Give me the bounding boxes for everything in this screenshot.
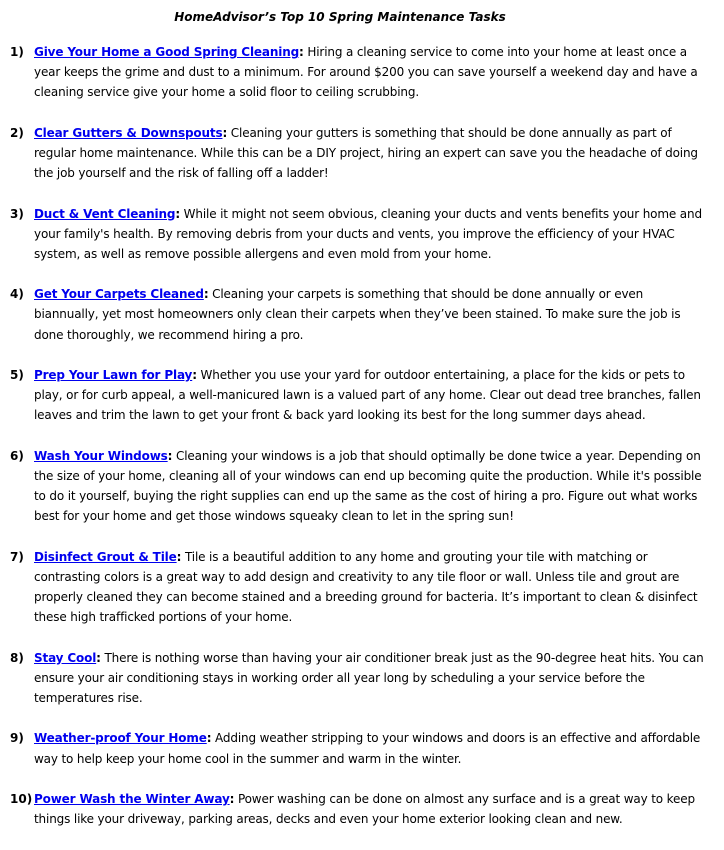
document-title: HomeAdvisor’s Top 10 Spring Maintenance Tasks [174,10,506,24]
item-description: Adding weather stripping to your windows and doors is an effective and affordable way to help keep your home cool in the summer and warm in the winter. [34,731,701,766]
list-item [0,446,724,526]
task-list [0,42,724,850]
item-number: 2) [10,125,24,140]
item-text: Wash Your Windows: Cleaning your windows is a job that should optimally be done twice a year. Depending on the size of your home, cleaning all of your windows can end up becoming quite the production. While it's possible to do it yourself, buying the right supplies can end up the same as the cost of hiring a pro. Figure out what works best for your home and get those windows squeaky clean to let in the spring sun! [34,448,702,524]
task-link[interactable]: Give Your Home a Good Spring Cleaning [34,45,300,59]
item-text: Stay Cool: There is nothing worse than having your air conditioner break just as the 90-degree heat hits. You can ensure your air conditioning stays in working order all year long by scheduling a your service before the temperatures rise. [34,650,704,705]
item-number: 9) [10,731,24,746]
item-text: Prep Your Lawn for Play: Whether you use your yard for outdoor entertaining, a place for the kids or pets to play, or for curb appeal, a well-manicured lawn is a valued part of any home. Clear out dead tree branches, fallen leaves and trim the lawn to get your front & back yard looking its best for the long summer days ahead. [34,368,701,423]
task-link[interactable]: Power Wash the Winter Away [34,792,230,807]
item-text: Get Your Carpets Cleaned: Cleaning your carpets is something that should be done annually or even biannually, yet most homeowners only clean their carpets when they’ve been stained. To make sure the job is done thoroughly, we recommend hiring a pro. [34,287,681,342]
item-text: Power Wash the Winter Away: Power washing can be done on almost any surface and is a great way to keep things like your driveway, parking areas, decks and even your home exterior looking clean and new. [34,792,695,827]
task-link[interactable]: Disinfect Grout & Tile [34,549,177,564]
task-link[interactable]: Weather-proof Your Home [34,731,207,746]
item-text: Duct & Vent Cleaning: While it might not seem obvious, cleaning your ducts and vents benefits your home and your family's health. By removing debris from your ducts and vents, you improve the efficiency of your HVAC system, as well as remove possible allergens and even mold from your home. [34,206,702,261]
item-text: Give Your Home a Good Spring Cleaning: Hiring a cleaning service to come into your home at least once a year keeps the grime and dust to a minimum. For around $200 you can save yourself a weekend day and have a cleaning service give your home a solid floor to ceiling scrubbing. [34,45,698,100]
item-number: 5) [10,368,24,383]
item-number: 8) [10,650,24,665]
item-description: Whether you use your yard for outdoor entertaining, a place for the kids or pets to play, or for curb appeal, a well-manicured lawn is a valued part of any home. Clear out dead tree branches, fallen leaves and trim the lawn to get your front & back yard looking its best for the long summer days ahead. [34,368,701,423]
item-number: 1) [10,45,24,59]
item-description: Power washing can be done on almost any surface and is a great way to keep things like your driveway, parking areas, decks and even your home exterior looking clean and new. [34,792,695,827]
item-description: Cleaning your gutters is something that should be done annually as part of regular home maintenance. While this can be a DIY project, hiring an expert can save you the headache of doing the job yourself and the risk of falling off a ladder! [34,125,698,180]
list-item [0,365,724,425]
item-number: 3) [10,206,24,221]
list-item [0,284,724,344]
list-item [0,204,724,264]
task-link[interactable]: Get Your Carpets Cleaned [34,287,204,302]
item-text: Disinfect Grout & Tile: Tile is a beautiful addition to any home and grouting your tile with matching or contrasting colors is a great way to add design and creativity to any tile floor or wall. Unless tile and grout are properly cleaned they can become stained and a breeding ground for bacteria. It’s important to clean & disinfect these high trafficked portions of your home. [34,549,698,625]
item-description: While it might not seem obvious, cleaning your ducts and vents benefits your home and your family's health. By removing debris from your ducts and vents, you improve the efficiency of your HVAC system, as well as remove possible allergens and even mold from your home. [34,206,702,261]
list-item [0,648,724,708]
item-description: Cleaning your windows is a job that should optimally be done twice a year. Depending on the size of your home, cleaning all of your windows can end up becoming quite the production. While it's possible to do it yourself, buying the right supplies can end up the same as the cost of hiring a pro. Figure out what works best for your home and get those windows squeaky clean to let in the spring sun! [34,448,702,524]
list-item [0,42,724,102]
task-link[interactable]: Clear Gutters & Downspouts [34,125,223,140]
task-link[interactable]: Prep Your Lawn for Play [34,368,193,383]
item-description: Cleaning your carpets is something that should be done annually or even biannually, yet most homeowners only clean their carpets when they’ve been stained. To make sure the job is done thoroughly, we recommend hiring a pro. [34,287,681,342]
list-item [0,123,724,183]
item-number: 7) [10,549,24,564]
list-item [0,789,724,829]
list-item [0,728,724,768]
task-link[interactable]: Wash Your Windows [34,448,168,463]
item-description: There is nothing worse than having your air conditioner break just as the 90-degree heat hits. You can ensure your air conditioning stays in working order all year long by scheduling a your service before the temperatures rise. [34,650,704,705]
task-link[interactable]: Stay Cool [34,650,97,665]
item-description: Tile is a beautiful addition to any home and grouting your tile with matching or contrasting colors is a great way to add design and creativity to any tile floor or wall. Unless tile and grout are properly cleaned they can become stained and a breeding ground for bacteria. It’s important to clean & disinfect these high trafficked portions of your home. [34,549,698,625]
item-text: Weather-proof Your Home: Adding weather stripping to your windows and doors is an effective and affordable way to help keep your home cool in the summer and warm in the winter. [34,731,701,766]
item-number: 4) [10,287,24,302]
item-description: Hiring a cleaning service to come into your home at least once a year keeps the grime and dust to a minimum. For around $200 you can save yourself a weekend day and have a cleaning service give your home a solid floor to ceiling scrubbing. [34,45,698,100]
item-text: Clear Gutters & Downspouts: Cleaning your gutters is something that should be done annually as part of regular home maintenance. While this can be a DIY project, hiring an expert can save you the headache of doing the job yourself and the risk of falling off a ladder! [34,125,698,180]
list-item [0,547,724,627]
item-number: 10) [10,792,33,807]
item-number: 6) [10,448,24,463]
task-link[interactable]: Duct & Vent Cleaning [34,206,176,221]
